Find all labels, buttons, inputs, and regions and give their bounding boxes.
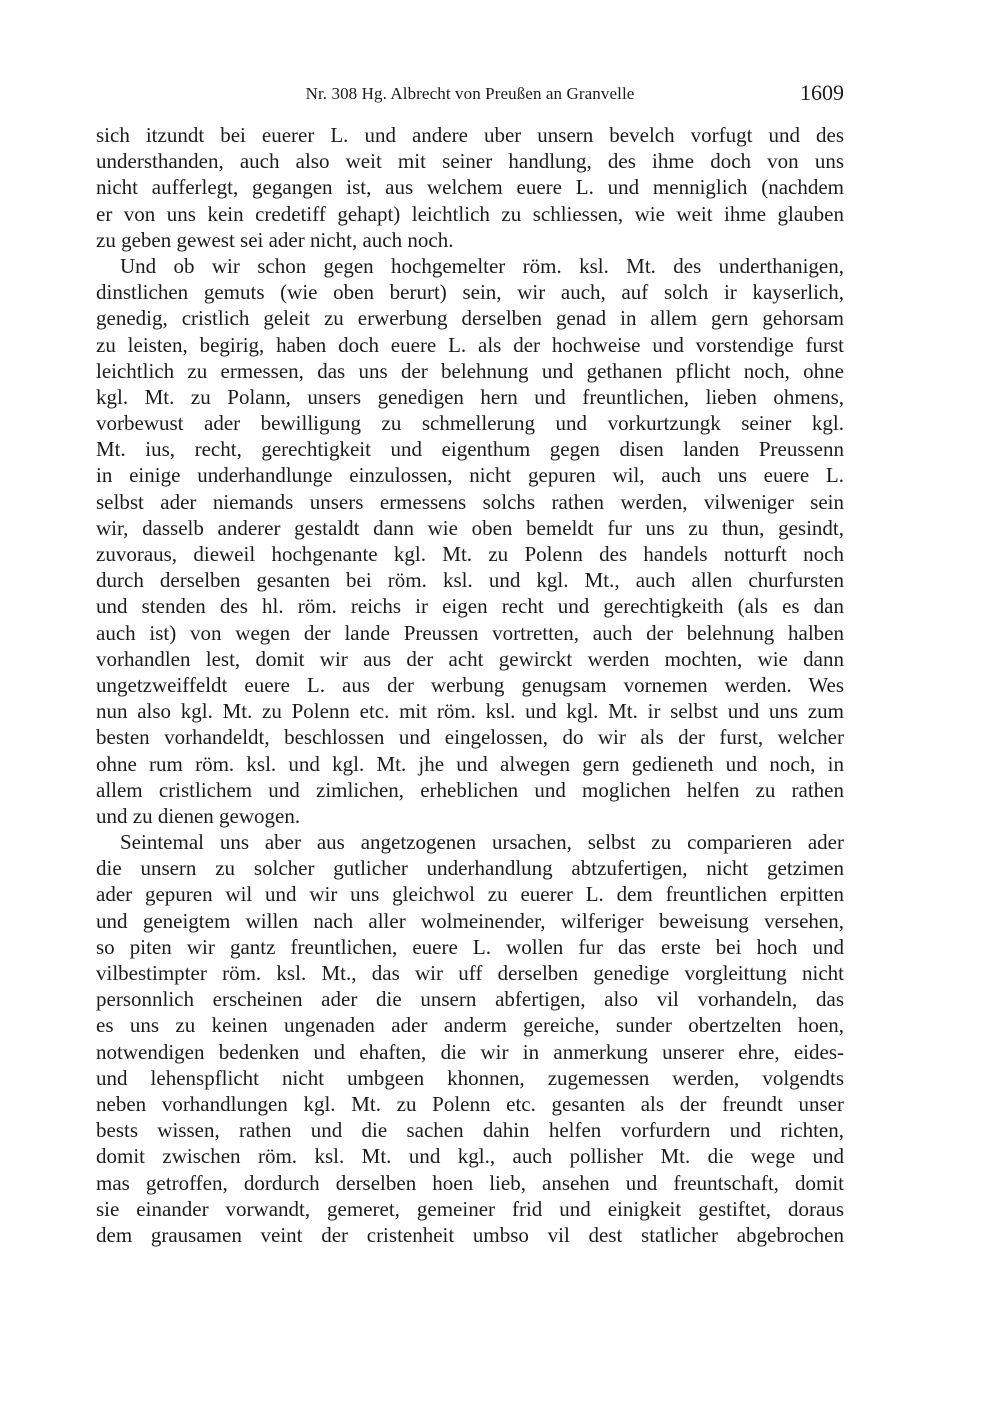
text-line: und zu dienen gewogen. — [96, 803, 301, 828]
text-line: zuvoraus, dieweil hochgenante kgl. Mt. zu Polenn des handels notturft noch — [96, 542, 844, 566]
text-line: wir, dasselb anderer gestaldt dann wie oben bemeldt fur uns zu thun, gesindt, — [96, 515, 844, 540]
text-line: Seintemal uns aber aus angetzogenen ursachen, selbst zu comparieren ader — [120, 830, 844, 855]
body-text — [96, 122, 844, 1248]
text-line: mas getroffen, dordurch derselben hoen lieb, ansehen und freuntschaft, domit — [96, 1170, 844, 1195]
text-line: zu geben gewest sei ader nicht, auch noch. — [96, 227, 454, 252]
text-line: ungetzweiffeldt euere L. aus der werbung genugsam vornemen werden. Wes — [96, 672, 844, 697]
paragraph-2 — [96, 253, 844, 829]
text-line: nun also kgl. Mt. zu Polenn etc. mit röm. ksl. und kgl. Mt. ir selbst und uns zum — [96, 699, 844, 724]
text-line: vilbestimpter röm. ksl. Mt., das wir uff derselben genedige vorgleittung nicht — [96, 961, 844, 985]
text-line: domit zwischen röm. ksl. Mt. und kgl., auch pollisher Mt. die wege und — [96, 1144, 844, 1169]
text-line: nicht aufferlegt, gegangen ist, aus welchem euere L. und menniglich (nachdem — [96, 175, 844, 200]
text-line: so piten wir gantz freuntlichen, euere L. wollen fur das erste bei hoch und — [96, 934, 844, 959]
text-line: und lehenspflicht nicht umbgeen khonnen, zugemessen werden, volgendts — [96, 1065, 844, 1090]
page-number: 1609 — [800, 80, 844, 105]
text-line: und geneigtem willen nach aller wolmeinender, wilferiger beweisung versehen, — [96, 908, 844, 933]
text-line: genedig, cristlich geleit zu erwerbung derselben genad in allem gern gehorsam — [96, 306, 844, 331]
text-line: sie einander vorwandt, gemeret, gemeiner frid und einigkeit gestiftet, doraus — [96, 1196, 844, 1221]
text-line: ader gepuren wil und wir uns gleichwol zu euerer L. dem freuntlichen erpitten — [96, 882, 844, 907]
text-line: und stenden des hl. röm. reichs ir eigen recht und gerechtigkeith (als es dan — [96, 594, 844, 619]
text-line: vorhandlen lest, domit wir aus der acht gewirckt werden mochten, wie dann — [96, 646, 844, 671]
text-line: Und ob wir schon gegen hochgemelter röm. ksl. Mt. des underthanigen, — [120, 253, 844, 278]
text-line: neben vorhandlungen kgl. Mt. zu Polenn etc. gesanten als der freundt unser — [96, 1091, 844, 1116]
text-line: notwendigen bedenken und ehaften, die wir in anmerkung unserer ehre, eides- — [96, 1039, 844, 1064]
text-line: sich itzundt bei euerer L. und andere uber unsern bevelch vorfugt und des — [96, 123, 844, 147]
paragraph-1 — [96, 122, 844, 253]
running-title: Nr. 308 Hg. Albrecht von Preußen an Granvelle — [305, 84, 635, 103]
running-head — [96, 80, 844, 110]
text-line: er von uns kein credetiff gehapt) leichtlich zu schliessen, wie weit ihme glauben — [96, 201, 844, 226]
text-line: allem cristlichem und zimlichen, erheblichen und moglichen helfen zu rathen — [96, 777, 844, 802]
text-line: in einige underhandlunge einzulossen, nicht gepuren wil, auch uns euere L. — [96, 463, 844, 488]
text-line: zu leisten, begirig, haben doch euere L. als der hochweise und vorstendige furst — [96, 332, 844, 357]
text-line: understhanden, auch also weit mit seiner handlung, des ihme doch von uns — [96, 149, 844, 174]
text-line: Mt. ius, recht, gerechtigkeit und eigenthum gegen disen landen Preussenn — [96, 437, 844, 462]
text-line: es uns zu keinen ungenaden ader anderm gereiche, sunder obertzelten hoen, — [96, 1013, 844, 1038]
text-line: selbst ader niemands unsers ermessens solchs rathen werden, vilweniger sein — [96, 489, 844, 514]
text-line: dem grausamen veint der cristenheit umbso vil dest statlicher abgebrochen — [96, 1222, 844, 1247]
paragraph-3 — [96, 829, 844, 1248]
text-line: die unsern zu solcher gutlicher underhandlung abtzufertigen, nicht getzimen — [96, 856, 844, 881]
text-line: ohne rum röm. ksl. und kgl. Mt. jhe und alwegen gern gedieneth und noch, in — [96, 751, 844, 776]
text-line: leichtlich zu ermessen, das uns der belehnung und gethanen pflicht noch, ohne — [96, 358, 844, 383]
text-line: auch ist) von wegen der lande Preussen vortretten, auch der belehnung halben — [96, 620, 844, 645]
text-line: durch derselben gesanten bei röm. ksl. und kgl. Mt., auch allen churfursten — [96, 568, 844, 593]
text-line: bests wissen, rathen und die sachen dahin helfen vorfurdern und richten, — [96, 1118, 844, 1143]
text-line: vorbewust ader bewilligung zu schmellerung und vorkurtzungk seiner kgl. — [96, 411, 844, 436]
text-line: dinstlichen gemuts (wie oben berurt) sein, wir auch, auf solch ir kayserlich, — [96, 280, 844, 305]
text-line: personnlich erscheinen ader die unsern abfertigen, also vil vorhandeln, das — [96, 987, 844, 1012]
text-line: besten vorhandeldt, beschlossen und eingelossen, do wir als der furst, welcher — [96, 725, 844, 750]
text-line: kgl. Mt. zu Polann, unsers genedigen hern und freuntlichen, lieben ohmens, — [96, 384, 844, 409]
